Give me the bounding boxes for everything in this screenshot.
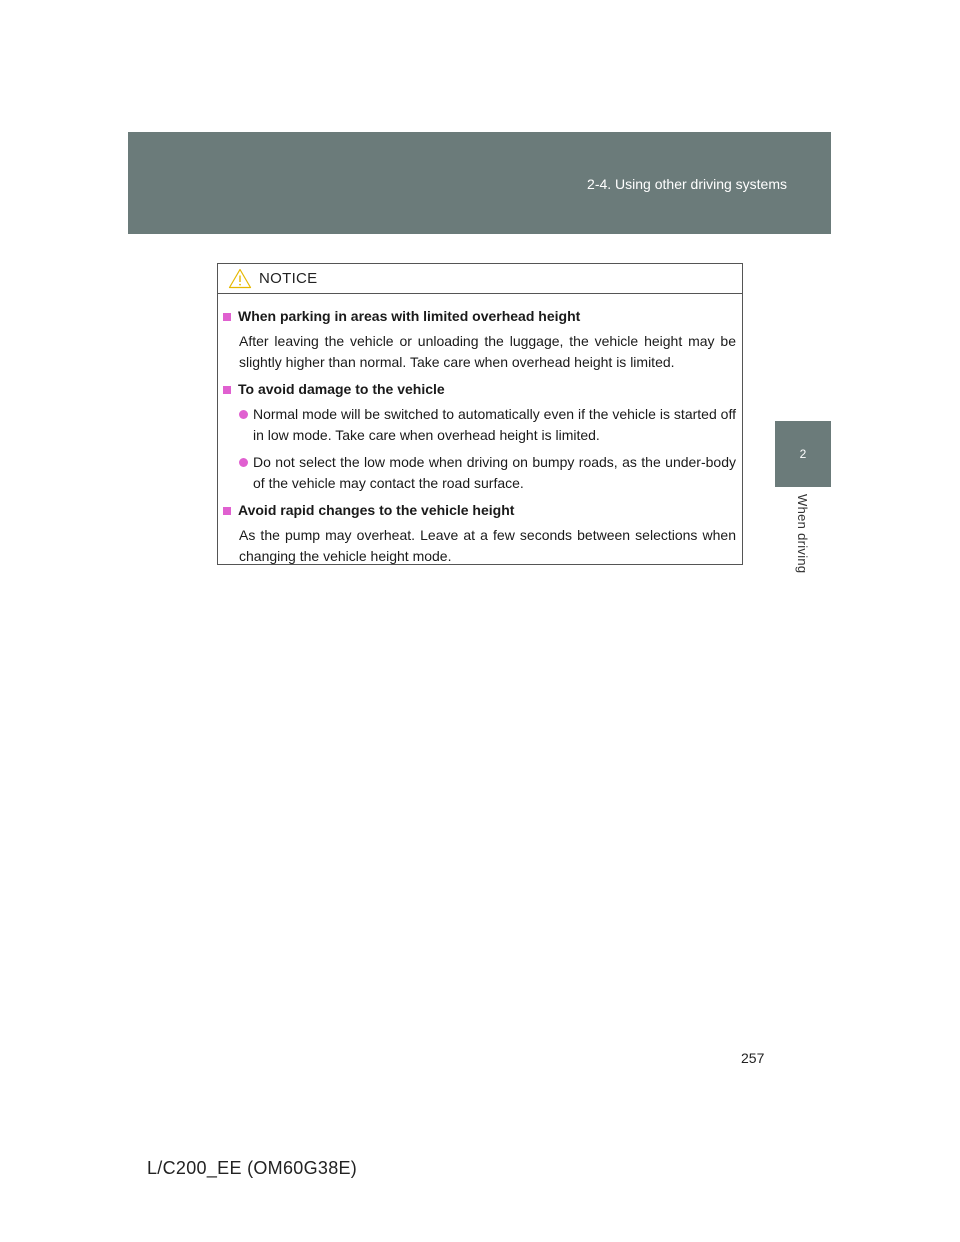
notice-item-heading <box>223 379 736 400</box>
notice-title: NOTICE <box>259 270 318 287</box>
round-bullet-icon <box>239 458 248 467</box>
bullet-text: Do not select the low mode when driving on bumpy roads, as the under-body of the vehicle may contact the road surface. <box>253 454 736 491</box>
notice-item-heading <box>223 500 736 521</box>
notice-header <box>218 264 742 294</box>
warning-triangle-icon <box>228 268 252 289</box>
round-bullet-icon <box>239 410 248 419</box>
chapter-label: When driving <box>795 494 810 574</box>
notice-item-text: After leaving the vehicle or unloading the luggage, the vehicle height may be slightly higher than normal. Take care when overhead height is limited. <box>239 333 736 370</box>
square-bullet-icon <box>223 386 231 394</box>
section-title: 2-4. Using other driving systems <box>587 176 787 192</box>
bullet-item <box>239 452 736 494</box>
notice-item-text: As the pump may overheat. Leave at a few seconds between selections when changing the vehicle height mode. <box>239 527 736 564</box>
square-bullet-icon <box>223 313 231 321</box>
page-number: 257 <box>741 1050 765 1066</box>
header-bar <box>128 132 831 234</box>
square-bullet-icon <box>223 507 231 515</box>
heading-text: To avoid damage to the vehicle <box>238 381 445 397</box>
bullet-text: Normal mode will be switched to automatically even if the vehicle is started off in low mode. Take care when overhead height is limited. <box>253 406 736 443</box>
notice-box <box>217 263 743 565</box>
heading-text: When parking in areas with limited overhead height <box>238 308 581 324</box>
document-code: L/C200_EE (OM60G38E) <box>147 1158 358 1178</box>
notice-item-heading <box>223 306 736 327</box>
chapter-number: 2 <box>799 447 807 461</box>
bullet-item <box>239 404 736 446</box>
notice-body <box>218 294 742 567</box>
chapter-tab <box>775 421 831 487</box>
heading-text: Avoid rapid changes to the vehicle height <box>238 502 515 518</box>
